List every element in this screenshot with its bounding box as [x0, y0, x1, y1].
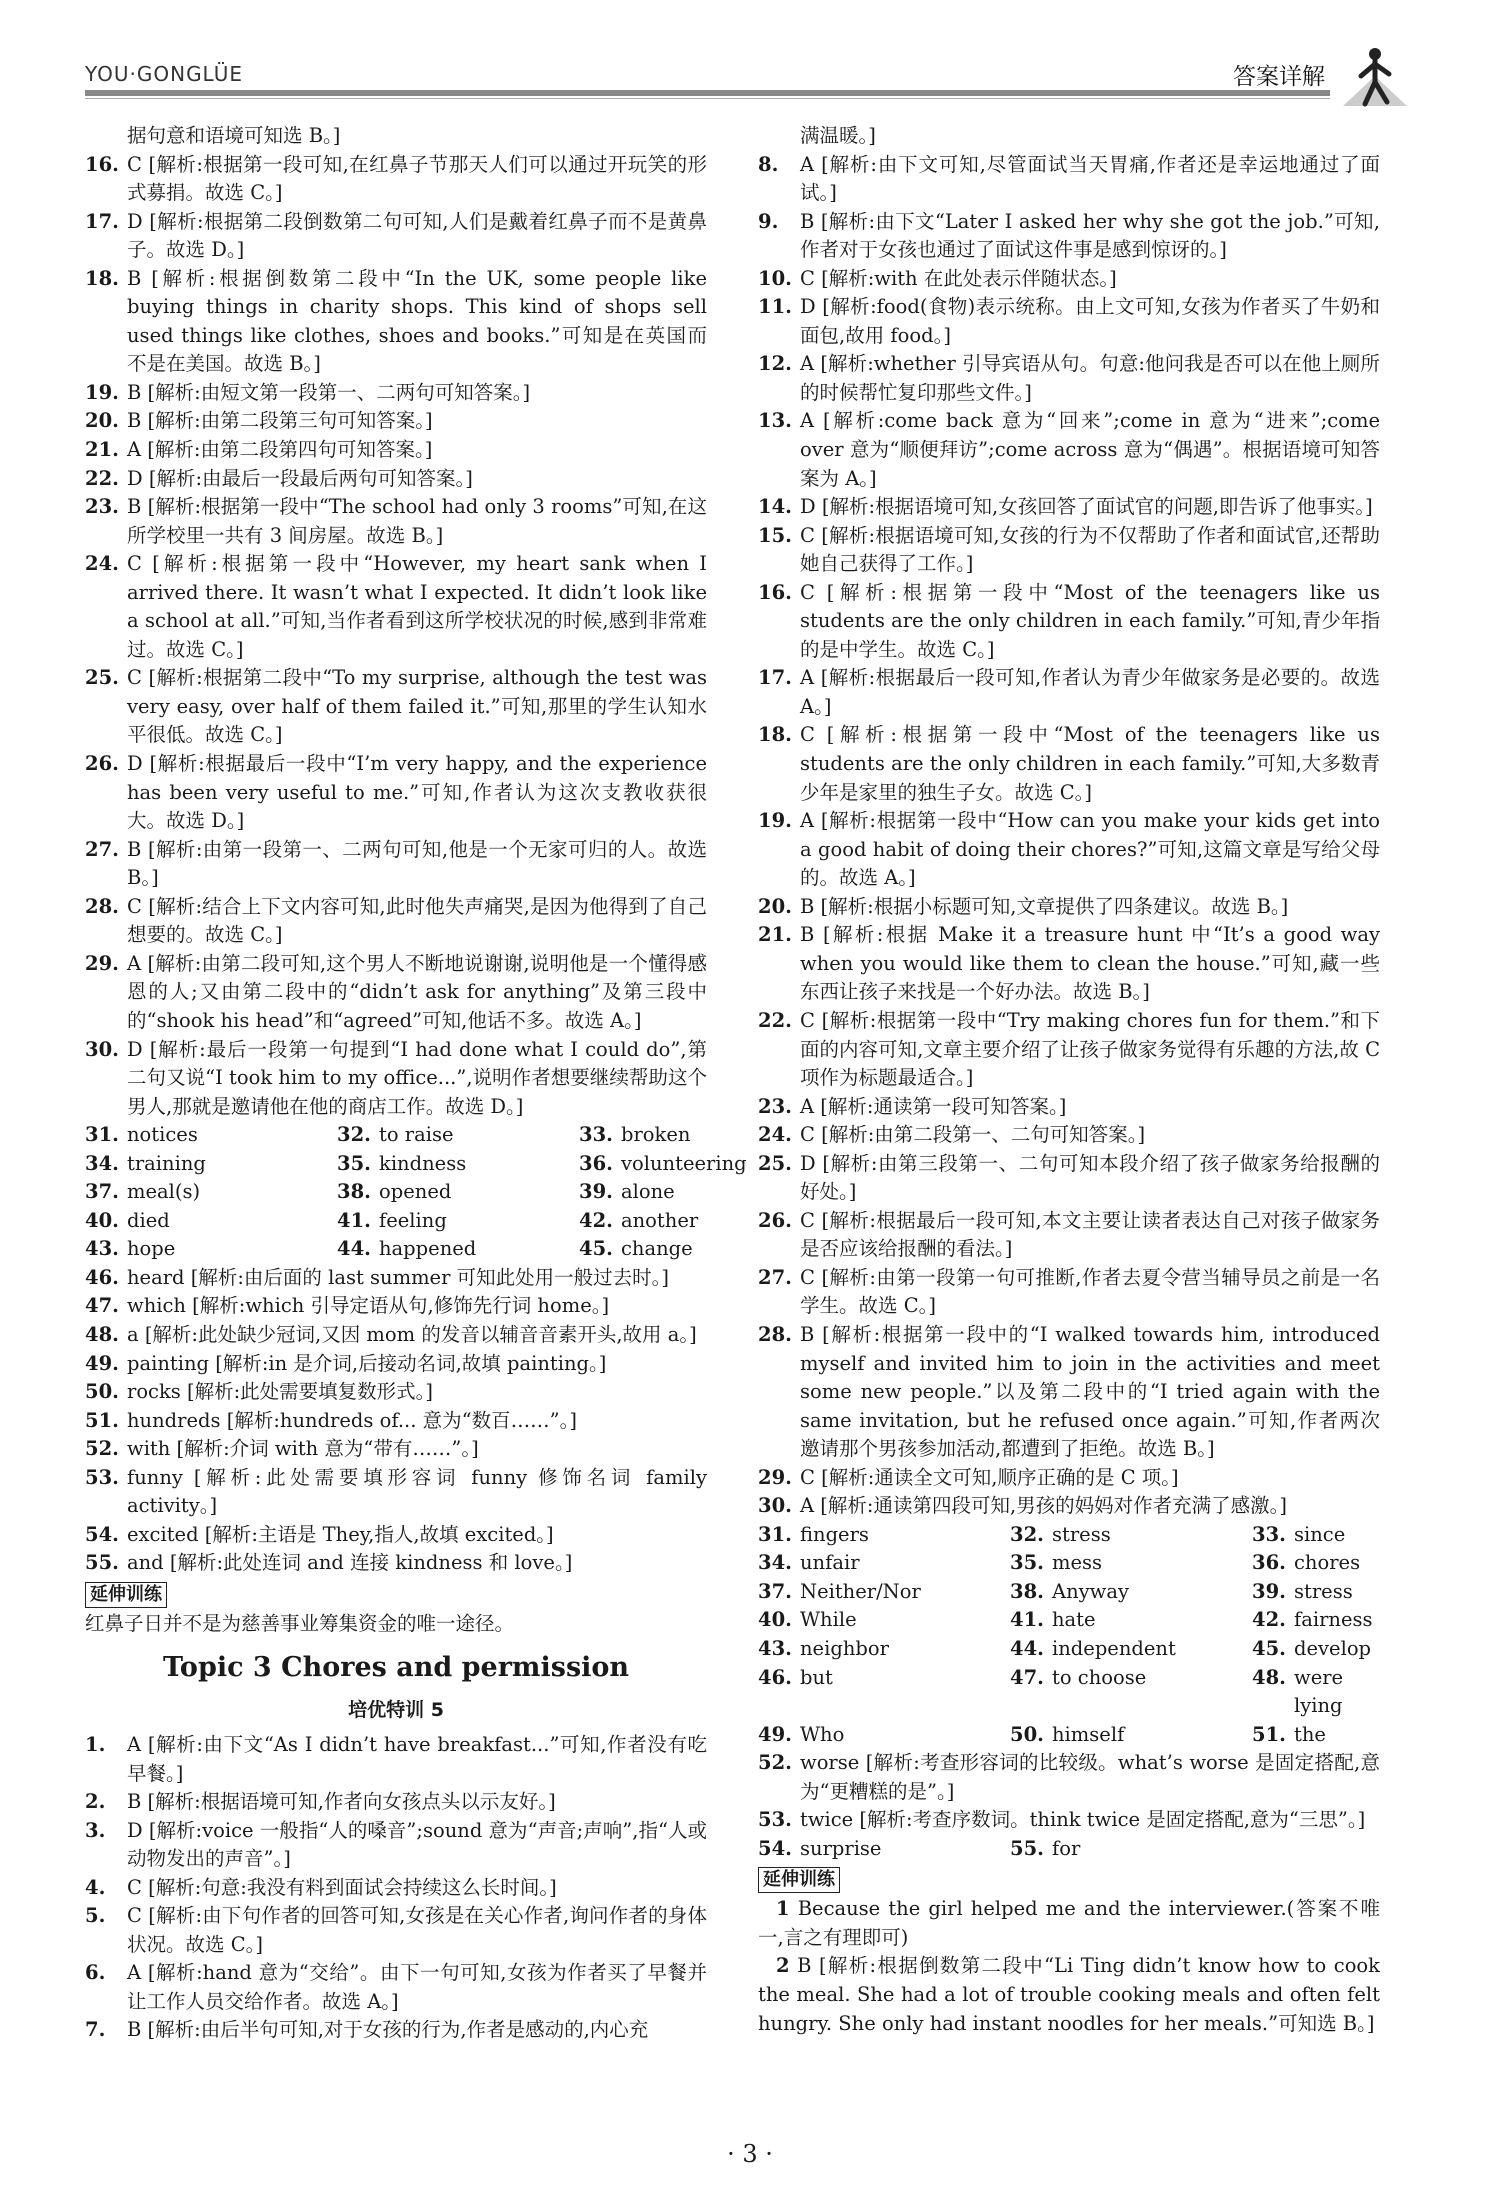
- item-number: 23.: [85, 495, 119, 519]
- item-text: painting [解析:in 是介词,后接动名词,故填 painting。]: [127, 1351, 607, 1375]
- extension-label: 延伸训练: [85, 1582, 167, 1608]
- item-text: A [解析:由第二段可知,这个男人不断地说谢谢,说明他是一个懂得感恩的人;又由第二段中的“didn’t ask for anything”及第三段中的“shook his head”和“agreed”可知,他话不多。故选 A。]: [127, 951, 707, 1032]
- item-number: 52.: [85, 1437, 119, 1461]
- word-answer-row: [758, 1521, 1380, 1550]
- answer-item: [85, 1788, 707, 1817]
- answer-item: [85, 550, 707, 664]
- word-answer-row: [758, 1721, 1380, 1750]
- answer-item: [85, 1549, 707, 1578]
- answer-item: [85, 1350, 707, 1379]
- item-number: 25.: [758, 1151, 792, 1175]
- item-text: D [解析:根据语境可知,女孩回答了面试官的问题,即告诉了他事实。]: [800, 495, 1373, 519]
- answer-item: [758, 208, 1380, 265]
- item-number: 8.: [758, 152, 779, 176]
- item-number: 24.: [85, 552, 119, 576]
- item-number: 4.: [85, 1875, 106, 1899]
- item-number: 20.: [85, 409, 119, 433]
- item-text: B [解析:由后半句可知,对于女孩的行为,作者是感动的,内心充: [127, 2018, 649, 2042]
- item-number: 3.: [85, 1818, 106, 1842]
- page-number: · 3 ·: [727, 2140, 773, 2168]
- answer-item: [758, 1492, 1380, 1521]
- word-answer: 39. stress: [1252, 1579, 1353, 1603]
- word-answer-row: [85, 1207, 707, 1236]
- word-answer: 32. stress: [1010, 1522, 1111, 1546]
- item-number: 19.: [758, 809, 792, 833]
- item-number: 5.: [85, 1904, 106, 1928]
- word-answer: 44. independent: [1010, 1636, 1176, 1660]
- item-number: 28.: [758, 1322, 792, 1346]
- item-number: 47.: [85, 1294, 119, 1318]
- word-answer-row: [758, 1664, 1380, 1721]
- answer-item: [85, 151, 707, 208]
- item-text: B [解析:由短文第一段第一、二两句可知答案。]: [127, 380, 531, 404]
- word-answer: 31. fingers: [758, 1522, 869, 1546]
- word-answer: 40. died: [85, 1208, 170, 1232]
- item-number: 21.: [85, 438, 119, 462]
- item-number: 25.: [85, 666, 119, 690]
- item-number: 9.: [758, 209, 779, 233]
- answer-item: [758, 1121, 1380, 1150]
- answer-item: [758, 1093, 1380, 1122]
- item-number: 14.: [758, 495, 792, 519]
- answer-item: [85, 1407, 707, 1436]
- answer-item: [85, 1731, 707, 1788]
- word-answer: 41. feeling: [337, 1208, 447, 1232]
- word-answer: 33. since: [1252, 1522, 1346, 1546]
- answer-item: [85, 1292, 707, 1321]
- item-text: C [解析:根据第一段中“Most of the teenagers like us students are the only children in each family.”可知,大多数青少年是家里的独生子女。故选 C。]: [800, 723, 1380, 804]
- answer-item: [758, 1321, 1380, 1464]
- answer-item: [758, 807, 1380, 893]
- extension-label: 延伸训练: [758, 1867, 840, 1893]
- item-text: C [解析:句意:我没有料到面试会持续这么长时间。]: [127, 1875, 557, 1899]
- item-number: 28.: [85, 894, 119, 918]
- item-text: A [解析:通读第一段可知答案。]: [800, 1094, 1067, 1118]
- item-number: 15.: [758, 523, 792, 547]
- item-number: 50.: [85, 1380, 119, 1404]
- item-number: 48.: [85, 1322, 119, 1346]
- answer-item: [758, 1806, 1380, 1835]
- item-number: 53.: [758, 1808, 792, 1832]
- word-answer-row: [758, 1606, 1380, 1635]
- item-text: C [解析:根据第一段中“Try making chores fun for them.”和下面的内容可知,文章主要介绍了让孩子做家务觉得有乐趣的方法,故 C 项作为标题最适合。]: [800, 1008, 1380, 1090]
- answer-item: [758, 893, 1380, 922]
- answer-item: [85, 379, 707, 408]
- item-text: C [解析:根据第一段中“Most of the teenagers like us students are the only children in each family.”可知,青少年指的是中学生。故选 C。]: [800, 580, 1380, 661]
- item-number: 23.: [758, 1094, 792, 1118]
- word-answer: 33. broken: [579, 1123, 691, 1147]
- answer-item: [85, 1817, 707, 1874]
- right-column: [758, 122, 1380, 2038]
- word-answer: 40. While: [758, 1608, 857, 1632]
- answer-item: [758, 1207, 1380, 1264]
- word-answer: 39. alone: [579, 1180, 675, 1204]
- answer-item: [758, 407, 1380, 493]
- word-answer: 35. kindness: [337, 1151, 467, 1175]
- answer-item: [85, 436, 707, 465]
- item-number: 30.: [85, 1037, 119, 1061]
- word-answer: 34. unfair: [758, 1551, 860, 1575]
- item-text: C [解析:根据第一段中“However, my heart sank when I arrived there. It wasn’t what I expected. It didn’t look like a school at all.”可知,当作者看到这所学校状况的时候,感到非常难过。故选 C。]: [127, 552, 707, 661]
- item-text: C [解析:结合上下文内容可知,此时他失声痛哭,是因为他得到了自己想要的。故选 C。]: [127, 894, 707, 947]
- item-text: twice [解析:考查序数词。think twice 是固定搭配,意为“三思”。]: [800, 1808, 1366, 1832]
- item-text: C [解析:根据第二段中“To my surprise, although the test was very easy, over half of them failed it.”可知,那里的学生认知水平很低。故选 C。]: [127, 666, 707, 747]
- item-number: 18.: [758, 723, 792, 747]
- answer-item: [758, 664, 1380, 721]
- answer-item: [85, 836, 707, 893]
- item-number: 49.: [85, 1351, 119, 1375]
- item-text: C [解析:根据语境可知,女孩的行为不仅帮助了作者和面试官,还帮助她自己获得了工作。]: [800, 523, 1380, 576]
- item-text: excited [解析:主语是 They,指人,故填 excited。]: [127, 1522, 554, 1546]
- item-text: C [解析:根据最后一段可知,本文主要让读者表达自己对孩子做家务是否应该给报酬的看法。]: [800, 1208, 1380, 1261]
- answer-item: [758, 293, 1380, 350]
- answer-item: [85, 1959, 707, 2016]
- item-text: A [解析:whether 引导宾语从句。句意:他问我是否可以在他上厕所的时候帮忙复印那些文件。]: [800, 352, 1380, 404]
- answer-item: [85, 1902, 707, 1959]
- word-answer: 35. mess: [1010, 1551, 1103, 1575]
- word-answer: 38. Anyway: [1010, 1579, 1129, 1603]
- word-answer: 36. chores: [1252, 1551, 1361, 1575]
- left-column: [85, 122, 747, 2045]
- brand-logo-text: YOU·GONGLÜE: [85, 62, 243, 86]
- answer-item: [758, 1749, 1380, 1806]
- item-number: 11.: [758, 295, 792, 319]
- item-text: A [解析:根据最后一段可知,作者认为青少年做家务是必要的。故选 A。]: [800, 666, 1380, 718]
- header-title: 答案详解: [1233, 64, 1325, 90]
- answer-item: [758, 579, 1380, 665]
- answer-item: [85, 265, 707, 379]
- item-text: B [解析:由下文“Later I asked her why she got the job.”可知,作者对于女孩也通过了面试这件事是感到惊讶的。]: [800, 209, 1380, 262]
- item-text: C [解析:with 在此处表示伴随状态。]: [800, 266, 1117, 290]
- item-number: 46.: [85, 1265, 119, 1289]
- item-number: 20.: [758, 894, 792, 918]
- item-text: A [解析:根据第一段中“How can you make your kids get into a good habit of doing their chores?”可知,这篇文章是写给父母的。故选 A。]: [800, 809, 1380, 890]
- answer-item: [85, 1521, 707, 1550]
- item-number: 19.: [85, 380, 119, 404]
- item-text: B [解析:根据第一段中的“I walked towards him, introduced myself and invited him to join in the activities and meet some new people.”以及第二段中的“I tried again with the same invitation, but he refused once again.”可知,作者两次邀请那个男孩参加活动,都遭到了拒绝。故选 B。]: [800, 1322, 1380, 1461]
- item-text: A [解析:hand 意为“交给”。由下一句可知,女孩为作者买了早餐并让工作人员交给作者。故选 A。]: [127, 1961, 707, 2013]
- item-text: A [解析:come back 意为“回来”;come in 意为“进来”;come over 意为“顺便拜访”;come across 意为“偶遇”。根据语境可知答案为 A。]: [800, 409, 1380, 490]
- answer-item: [85, 750, 707, 836]
- item-number: 52.: [758, 1751, 792, 1775]
- extension-text: 红鼻子日并不是为慈善事业筹集资金的唯一途径。: [85, 1611, 515, 1635]
- answer-item: [85, 407, 707, 436]
- answer-item: [758, 265, 1380, 294]
- item-number: 21.: [758, 923, 792, 947]
- item-number: 55.: [85, 1551, 119, 1575]
- item-number: 13.: [758, 409, 792, 433]
- item-text: C [解析:通读全文可知,顺序正确的是 C 项。]: [800, 1465, 1179, 1489]
- item-number: 30.: [758, 1494, 792, 1518]
- answer-item: [758, 721, 1380, 807]
- answer-item: [758, 151, 1380, 208]
- word-answer: 46. but: [758, 1665, 833, 1689]
- item-number: 54.: [85, 1522, 119, 1546]
- item-text: and [解析:此处连词 and 连接 kindness 和 love。]: [127, 1551, 573, 1575]
- item-text: D [解析:最后一段第一句提到“I had done what I could do”,第二句又说“I took him to my office...”,说明作者想要继续帮助这个男人,那就是邀请他在他的商店工作。故选 D。]: [127, 1037, 707, 1118]
- word-answer: 50. himself: [1010, 1722, 1125, 1746]
- item-text: D [解析:food(食物)表示统称。由上文可知,女孩为作者买了牛奶和面包,故用 food。]: [800, 295, 1380, 347]
- item-text: heard [解析:由后面的 last summer 可知此处用一般过去时。]: [127, 1265, 669, 1289]
- item-text: A [解析:由下文可知,尽管面试当天胃痛,作者还是幸运地通过了面试。]: [800, 152, 1380, 205]
- item-number: 29.: [85, 951, 119, 975]
- answer-item: [85, 2016, 707, 2045]
- word-answer: 36. volunteering: [579, 1151, 747, 1175]
- answer-item: [758, 1464, 1380, 1493]
- item-number: 27.: [758, 1265, 792, 1289]
- item-text: B [解析:根据小标题可知,文章提供了四条建议。故选 B。]: [800, 894, 1289, 918]
- word-answer: 43. neighbor: [758, 1636, 889, 1660]
- answer-item: [85, 1464, 707, 1521]
- word-answer: 42. fairness: [1252, 1608, 1373, 1632]
- item-number: 16.: [758, 580, 792, 604]
- item-text: D [解析:根据第二段倒数第二句可知,人们是戴着红鼻子而不是黄鼻子。故选 D。]: [127, 209, 707, 262]
- word-answer: 45. develop: [1252, 1636, 1372, 1660]
- answer-item: [85, 1874, 707, 1903]
- word-answer-row: [758, 1578, 1380, 1607]
- answer-item: [85, 1321, 707, 1350]
- page-header: [85, 58, 1415, 103]
- word-answer: 43. hope: [85, 1237, 176, 1261]
- word-answer: 49. Who: [758, 1722, 845, 1746]
- item-text: worse [解析:考查形容词的比较级。what’s worse 是固定搭配,意为“更糟糕的是”。]: [800, 1751, 1380, 1803]
- item-number: 51.: [85, 1408, 119, 1432]
- item-number: 16.: [85, 152, 119, 176]
- answer-item: [85, 465, 707, 494]
- answer-item: [85, 664, 707, 750]
- word-answer-row: [85, 1121, 707, 1150]
- item-text: B [解析:根据第一段中“The school had only 3 rooms”可知,在这所学校里一共有 3 间房屋。故选 B。]: [127, 495, 707, 547]
- item-text: D [解析:由第三段第一、二句可知本段介绍了孩子做家务给报酬的好处。]: [800, 1151, 1380, 1204]
- item-text: A [解析:由第二段第四句可知答案。]: [127, 438, 433, 462]
- answer-item: [85, 1264, 707, 1293]
- continued-text: 满温暖。]: [800, 124, 876, 147]
- header-rule-thin: [85, 98, 1330, 99]
- answer-item: [758, 493, 1380, 522]
- answer-item: [85, 1378, 707, 1407]
- item-text: B [解析:根据 Make it a treasure hunt 中“It’s a good way when you would like them to clean the house.”可知,藏一些东西让孩子来找是一个好办法。故选 B。]: [800, 923, 1380, 1004]
- extension-item: 2 B [解析:根据倒数第二段中“Li Ting didn’t know how to cook the meal. She had a lot of trouble cooking meals and often felt hungry. She only had instant noodles for her meals.”可知选 B。]: [758, 1954, 1380, 2035]
- word-answer-row: 54. surprise 55. for: [758, 1836, 1081, 1860]
- item-number: 12.: [758, 352, 792, 376]
- item-text: B [解析:由第二段第三句可知答案。]: [127, 409, 433, 433]
- word-answer-row: [85, 1178, 707, 1207]
- item-text: B [解析:根据语境可知,作者向女孩点头以示友好。]: [127, 1790, 556, 1814]
- item-text: A [解析:由下文“As I didn’t have breakfast...”可知,作者没有吃早餐。]: [127, 1732, 707, 1785]
- item-text: B [解析:由第一段第一、二两句可知,他是一个无家可归的人。故选 B。]: [127, 837, 707, 890]
- word-answer: 48. were lying: [1252, 1665, 1344, 1718]
- answer-item: [85, 950, 707, 1036]
- item-text: B [解析:根据倒数第二段中“In the UK, some people like buying things in charity shops. This kind of shops sell used things like clothes, shoes and books.”可知是在英国而不是在美国。故选 B。]: [127, 266, 707, 376]
- word-answer-row: [758, 1549, 1380, 1578]
- item-number: 27.: [85, 837, 119, 861]
- item-text: A [解析:通读第四段可知,男孩的妈妈对作者充满了感激。]: [800, 1494, 1288, 1518]
- item-number: 53.: [85, 1465, 119, 1489]
- item-number: 22.: [758, 1008, 792, 1032]
- item-text: a [解析:此处缺少冠词,又因 mom 的发音以辅音音素开头,故用 a。]: [127, 1322, 697, 1346]
- item-number: 2.: [85, 1790, 106, 1814]
- answer-item: [85, 1435, 707, 1464]
- word-answer: 41. hate: [1010, 1608, 1096, 1632]
- continued-text: 据句意和语境可知选 B。]: [127, 124, 341, 147]
- word-answer: 44. happened: [337, 1237, 477, 1261]
- item-text: rocks [解析:此处需要填复数形式。]: [127, 1380, 434, 1404]
- item-text: D [解析:voice 一般指“人的嗓音”;sound 意为“声音;声响”,指“人或动物发出的声音”。]: [127, 1818, 707, 1871]
- word-answer-row: [758, 1635, 1380, 1664]
- item-number: 18.: [85, 266, 119, 290]
- word-answer-row: [85, 1150, 747, 1179]
- word-answer-row: [85, 1235, 707, 1264]
- answer-item: [758, 522, 1380, 579]
- item-text: which [解析:which 引导定语从句,修饰先行词 home。]: [127, 1294, 610, 1318]
- item-text: with [解析:介词 with 意为“带有……”。]: [127, 1437, 479, 1461]
- extension-item: 1 Because the girl helped me and the interviewer.(答案不唯一,言之有理即可): [758, 1897, 1380, 1949]
- word-answer: 34. training: [85, 1151, 206, 1175]
- answer-item: [758, 921, 1380, 1007]
- item-number: 26.: [758, 1208, 792, 1232]
- item-text: C [解析:由第一段第一句可推断,作者去夏令营当辅导员之前是一名学生。故选 C。]: [800, 1265, 1380, 1318]
- answer-item: [85, 493, 707, 550]
- item-number: 29.: [758, 1465, 792, 1489]
- item-text: funny [解析:此处需要填形容词 funny 修饰名词 family activity。]: [127, 1465, 707, 1518]
- item-number: 6.: [85, 1961, 106, 1985]
- word-answer: 37. meal(s): [85, 1180, 201, 1204]
- answer-item: [758, 1264, 1380, 1321]
- word-answer: 31. notices: [85, 1123, 198, 1147]
- item-number: 7.: [85, 2018, 106, 2042]
- item-number: 17.: [758, 666, 792, 690]
- answer-item: [85, 1036, 707, 1122]
- word-answer: 47. to choose: [1010, 1665, 1147, 1689]
- item-text: C [解析:由第二段第一、二句可知答案。]: [800, 1123, 1146, 1147]
- item-text: D [解析:根据最后一段中“I’m very happy, and the experience has been very useful to me.”可知,作者认为这次支教收获很大。故选 D。]: [127, 752, 707, 833]
- item-number: 1.: [85, 1732, 106, 1756]
- answer-item: [758, 1007, 1380, 1093]
- word-answer: 42. another: [579, 1208, 699, 1232]
- answer-item: [758, 350, 1380, 407]
- item-text: C [解析:由下句作者的回答可知,女孩是在关心作者,询问作者的身体状况。故选 C。]: [127, 1904, 707, 1956]
- topic-heading: Topic 3 Chores and permission: [162, 1652, 630, 1684]
- item-number: 26.: [85, 752, 119, 776]
- section-subheading: 培优特训 5: [348, 1699, 444, 1722]
- answer-item: [85, 208, 707, 265]
- item-text: hundreds [解析:hundreds of... 意为“数百……”。]: [127, 1408, 577, 1432]
- item-text: C [解析:根据第一段可知,在红鼻子节那天人们可以通过开玩笑的形式募捐。故选 C。]: [127, 152, 707, 205]
- runner-figure-icon: [1335, 46, 1415, 108]
- word-answer: 37. Neither/Nor: [758, 1579, 921, 1603]
- item-number: 22.: [85, 466, 119, 490]
- word-answer: 32. to raise: [337, 1123, 454, 1147]
- item-text: D [解析:由最后一段最后两句可知答案。]: [127, 466, 473, 490]
- item-number: 17.: [85, 209, 119, 233]
- word-answer: 38. opened: [337, 1180, 452, 1204]
- item-number: 10.: [758, 266, 792, 290]
- answer-item: [758, 1150, 1380, 1207]
- word-answer: 45. change: [579, 1237, 693, 1261]
- word-answer: 51. the: [1252, 1722, 1326, 1746]
- answer-item: [85, 893, 707, 950]
- item-number: 24.: [758, 1123, 792, 1147]
- header-rule: [85, 90, 1330, 96]
